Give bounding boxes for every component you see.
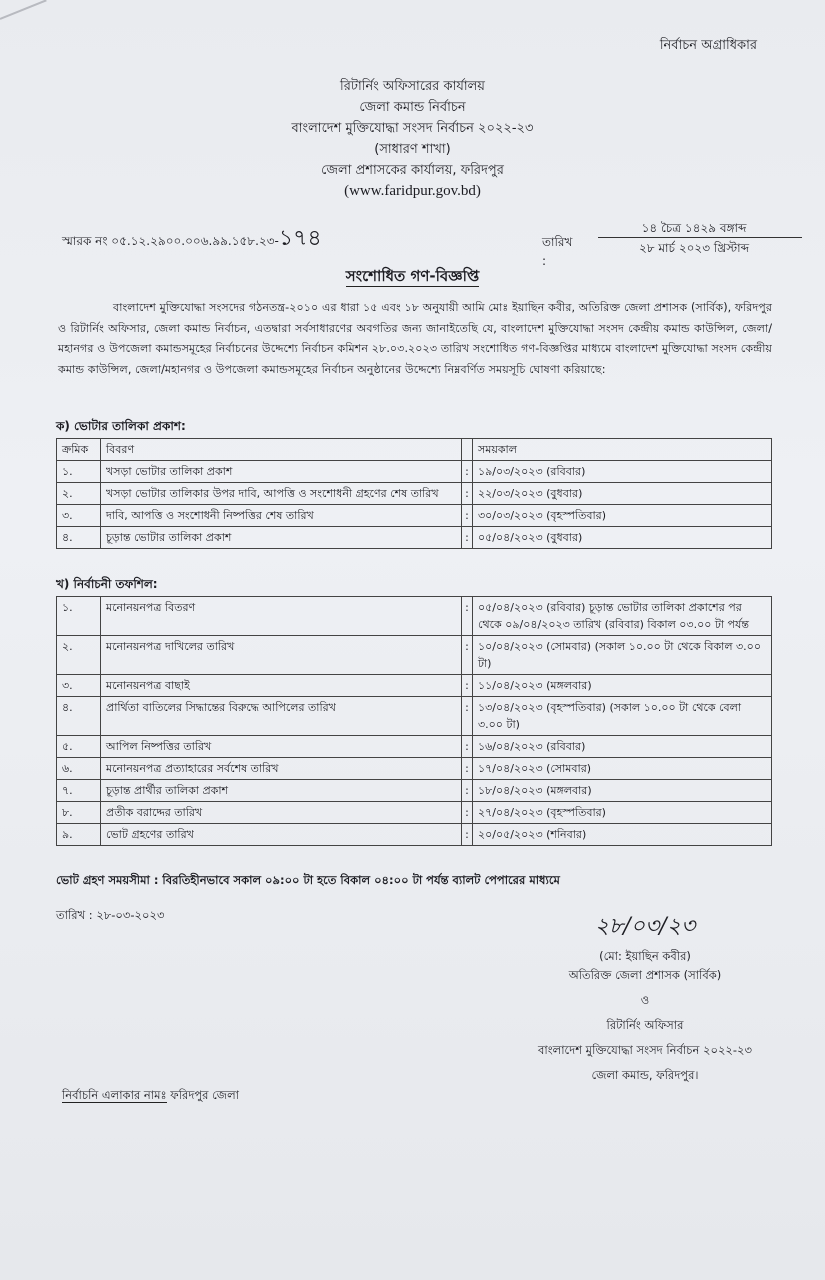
row-period: ২৭/০৪/২০২৩ (বৃহস্পতিবার) (473, 802, 772, 824)
table-row (57, 675, 772, 697)
row-separator: : (462, 780, 473, 802)
row-separator: : (462, 636, 473, 675)
row-period: ১৮/০৪/২০২৩ (মঙ্গলবার) (473, 780, 772, 802)
row-separator: : (462, 461, 473, 483)
section-a-heading: ক) ভোটার তালিকা প্রকাশ: (56, 419, 186, 433)
table-row (57, 697, 772, 736)
table-row (57, 483, 772, 505)
table-row (57, 461, 772, 483)
row-description: চূড়ান্ত প্রার্থীর তালিকা প্রকাশ (101, 780, 462, 802)
row-period: ২০/০৫/২০২৩ (শনিবার) (473, 824, 772, 846)
row-serial: ৮. (57, 802, 101, 824)
row-serial: ৪. (57, 697, 101, 736)
row-separator: : (462, 505, 473, 527)
signature-block (510, 905, 780, 1088)
row-serial: ৬. (57, 758, 101, 780)
letterhead (0, 76, 825, 202)
row-description: প্রতীক বরাদ্দের তারিখ (101, 802, 462, 824)
row-serial: ১. (57, 461, 101, 483)
row-serial: ৪. (57, 527, 101, 549)
header-description: বিবরণ (101, 439, 462, 461)
memo-reference (62, 221, 322, 258)
row-separator: : (462, 758, 473, 780)
table-row (57, 802, 772, 824)
header-period: সময়কাল (473, 439, 772, 461)
constituency-value: ফরিদপুর জেলা (170, 1088, 240, 1102)
website-link[interactable]: (www.faridpur.gov.bd) (344, 183, 481, 199)
row-separator: : (462, 824, 473, 846)
row-serial: ২. (57, 483, 101, 505)
issue-date: তারিখ : ২৮-০৩-২০২৩ (56, 908, 165, 922)
notice-paragraph: বাংলাদেশ মুক্তিযোদ্ধা সংসদের গঠনতন্ত্র-২০১০ এর ধারা ১৫ এবং ১৮ অনুযায়ী আমি মোঃ ইয়াছিন কবীর, অতিরিক্ত জেলা প্রশাসক (সার্বিক), ফরিদপুর ও রিটার্নিং অফিসার, জেলা কমান্ড নির্বাচন, এতদ্বারা সর্বসাধারণের অবগতির জন্য জানাইতেছি যে, বাংলাদেশ মুক্তিযোদ্ধা সংসদ কেন্দ্রীয় কমান্ড কাউন্সিল, জেলা/মহানগর ও উপজেলা কমান্ডসমূহের নির্বাচনের উদ্দেশ্যে নির্বাচন কমিশন ২৮.০৩.২০২৩ তারিখ সংশোধিত গণ-বিজ্ঞপ্তির মাধ্যমে বাংলাদেশ মুক্তিযোদ্ধা সংসদ কেন্দ্রীয় কমান্ড কাউন্সিল, জেলা/মহানগর ও উপজেলা কমান্ডসমূহের নির্বাচন অনুষ্ঠানের উদ্দেশ্যে নিম্নবর্ণিত সময়সূচি ঘোষণা করিয়াছে: (58, 301, 772, 376)
table-header-row (57, 439, 772, 461)
memo-number: ১৭৪ (278, 226, 322, 251)
signatory-designation: অতিরিক্ত জেলা প্রশাসক (সার্বিক) (568, 968, 722, 982)
row-description: চূড়ান্ত ভোটার তালিকা প্রকাশ (101, 527, 462, 549)
table-row (57, 780, 772, 802)
row-description: ভোট গ্রহণের তারিখ (101, 824, 462, 846)
date-divider (598, 237, 802, 238)
row-separator: : (462, 483, 473, 505)
row-description: মনোনয়নপত্র বিতরণ (101, 597, 462, 636)
table-row (57, 736, 772, 758)
row-separator: : (462, 527, 473, 549)
row-separator: : (462, 675, 473, 697)
memo-prefix: স্মারক নং ০৫.১২.২৯০০.০০৬.৯৯.১৫৮.২৩- (62, 234, 279, 248)
date-english: ২৮ মার্চ ২০২৩ খ্রিস্টাব্দ (638, 241, 750, 255)
table-row (57, 758, 772, 780)
signatory-organization: বাংলাদেশ মুক্তিযোদ্ধা সংসদ নির্বাচন ২০২২-২৩ (537, 1043, 753, 1057)
signatory-conjunction: ও (640, 993, 650, 1007)
row-serial: ৩. (57, 505, 101, 527)
row-separator: : (462, 736, 473, 758)
date-bangla: ১৪ চৈত্র ১৪২৯ বঙ্গাব্দ (641, 221, 747, 235)
row-serial: ৯. (57, 824, 101, 846)
notice-title: সংশোধিত গণ-বিজ্ঞপ্তি (345, 267, 480, 285)
table-row (57, 636, 772, 675)
row-serial: ১. (57, 597, 101, 636)
row-description: খসড়া ভোটার তালিকা প্রকাশ (101, 461, 462, 483)
signatory-role: রিটার্নিং অফিসার (606, 1018, 684, 1032)
handwritten-signature: ২৮/০৩/২৩ (594, 914, 696, 939)
row-description: প্রার্থিতা বাতিলের সিদ্ধান্তের বিরুদ্ধে আপিলের তারিখ (101, 697, 462, 736)
row-period: ১৯/০৩/২০২৩ (রবিবার) (473, 461, 772, 483)
row-separator: : (462, 697, 473, 736)
row-period: ১৩/০৪/২০২৩ (বৃহস্পতিবার) (সকাল ১০.০০ টা থেকে বেলা ৩.০০ টা) (473, 697, 772, 736)
row-separator: : (462, 597, 473, 636)
row-description: মনোনয়নপত্র দাখিলের তারিখ (101, 636, 462, 675)
row-description: দাবি, আপত্তি ও সংশোধনী নিষ্পত্তির শেষ তারিখ (101, 505, 462, 527)
section-b-heading: খ) নির্বাচনী তফশিল: (56, 577, 158, 591)
row-period: ১৭/০৪/২০২৩ (সোমবার) (473, 758, 772, 780)
row-period: ৩০/০৩/২০২৩ (বৃহস্পতিবার) (473, 505, 772, 527)
office-address: জেলা প্রশাসকের কার্যালয়, ফরিদপুর (321, 163, 504, 178)
table-row (57, 824, 772, 846)
date-label: তারিখ : (542, 235, 573, 268)
row-period: ১০/০৪/২০২৩ (সোমবার) (সকাল ১০.০০ টা থেকে বিকাল ৩.০০ টা) (473, 636, 772, 675)
constituency-line (62, 1087, 239, 1106)
signatory-name: (মো: ইয়াছিন কবীর) (599, 949, 691, 963)
header-separator (462, 439, 473, 461)
row-description: খসড়া ভোটার তালিকার উপর দাবি, আপত্তি ও সংশোধনী গ্রহণের শেষ তারিখ (101, 483, 462, 505)
table-row (57, 505, 772, 527)
election-name: জেলা কমান্ড নির্বাচন (359, 100, 466, 115)
table-row (57, 597, 772, 636)
row-separator: : (462, 802, 473, 824)
row-description: মনোনয়নপত্র বাছাই (101, 675, 462, 697)
table-row (57, 527, 772, 549)
row-description: আপিল নিষ্পত্তির তারিখ (101, 736, 462, 758)
row-serial: ৫. (57, 736, 101, 758)
voting-time-note: ভোট গ্রহণ সময়সীমা : বিরতিহীনভাবে সকাল ০৯:০০ টা হতে বিকাল ০৪:০০ টা পর্যন্ত ব্যালট পেপারের মাধ্যমে (56, 873, 560, 887)
branch-name: (সাধারণ শাখা) (374, 142, 451, 157)
office-name: রিটার্নিং অফিসারের কার্যালয় (340, 79, 485, 94)
row-period: ১১/০৪/২০২৩ (মঙ্গলবার) (473, 675, 772, 697)
election-schedule-table (56, 596, 772, 846)
priority-label: নির্বাচন অগ্রাধিকার (659, 38, 757, 53)
row-period: ০৫/০৪/২০২৩ (বুধবার) (473, 527, 772, 549)
row-serial: ২. (57, 636, 101, 675)
constituency-label: নির্বাচনি এলাকার নামঃ (62, 1088, 167, 1102)
voter-list-table (56, 438, 772, 549)
row-period: ০৫/০৪/২০২৩ (রবিবার) চূড়ান্ত ভোটার তালিকা প্রকাশের পর থেকে ০৯/০৪/২০২৩ তারিখ (রবিবার) বিকাল ০৩.০০ টা পর্যন্ত (473, 597, 772, 636)
election-full-name: বাংলাদেশ মুক্তিযোদ্ধা সংসদ নির্বাচন ২০২২-২৩ (291, 121, 534, 136)
header-serial: ক্রমিক (57, 439, 101, 461)
signatory-place: জেলা কমান্ড, ফরিদপুর। (591, 1068, 699, 1082)
paper-fold-mark (0, 0, 47, 20)
row-serial: ৭. (57, 780, 101, 802)
row-period: ২২/০৩/২০২৩ (বুধবার) (473, 483, 772, 505)
row-description: মনোনয়নপত্র প্রত্যাহারের সর্বশেষ তারিখ (101, 758, 462, 780)
row-period: ১৬/০৪/২০২৩ (রবিবার) (473, 736, 772, 758)
row-serial: ৩. (57, 675, 101, 697)
